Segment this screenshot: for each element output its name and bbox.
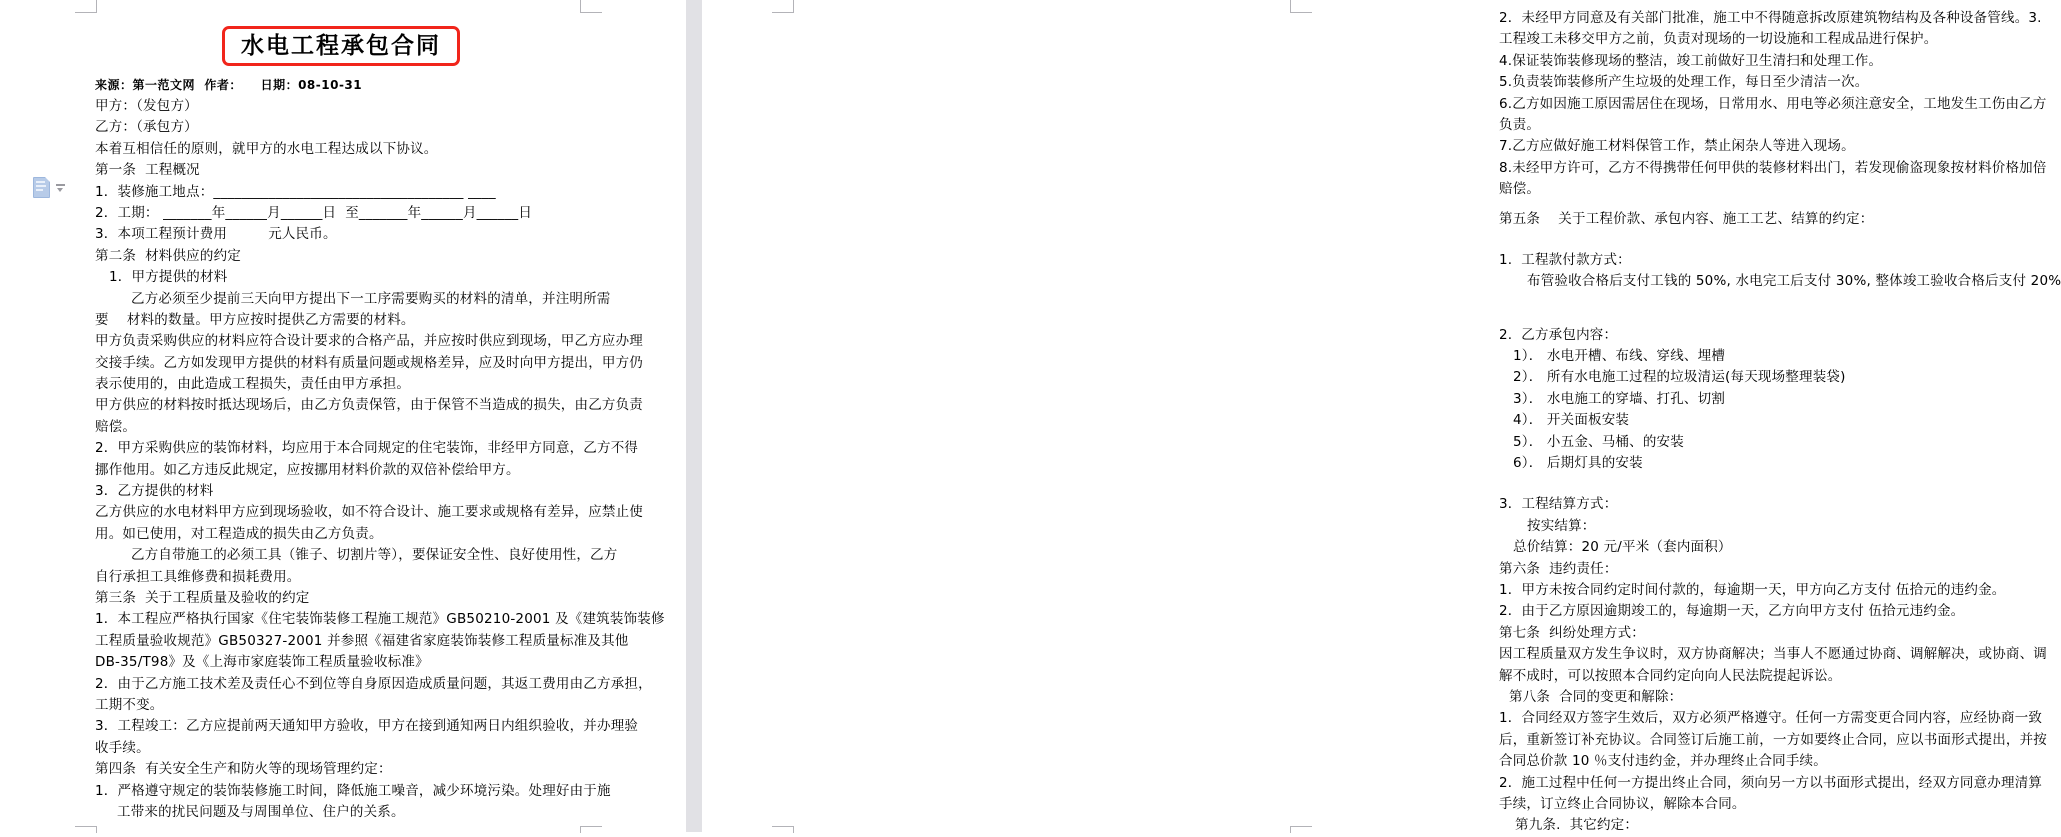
text-line: 第六条 违约责任： bbox=[1499, 560, 1618, 577]
text-line: 甲方负责采购供应的材料应符合设计要求的合格产品，并应按时供应到现场，甲乙方应办理 bbox=[95, 333, 643, 350]
text-line: 7.乙方应做好施工材料保管工作，禁止闲杂人等进入现场。 bbox=[1499, 138, 1855, 155]
text-line: 6）． 后期灯具的安装 bbox=[1513, 455, 1643, 472]
text-line: 布管验收合格后支付工钱的 50%, 水电完工后支付 30%, 整体竣工验收合格后支付 20% bbox=[1527, 273, 2061, 290]
text-line: 乙方必须至少提前三天向甲方提出下一工序需要购买的材料的清单，并注明所需 bbox=[131, 290, 611, 307]
text-line: 1．装修施工地点：____________________________________ ____ bbox=[95, 183, 496, 200]
text-line: 总价结算：20 元/平米（套内面积） bbox=[1513, 539, 1732, 556]
page-fold-corner bbox=[45, 177, 50, 182]
left-page bbox=[0, 0, 686, 832]
text-line: 甲方供应的材料按时抵达现场后，由乙方负责保管，由于保管不当造成的损失，由乙方负责 bbox=[95, 397, 643, 414]
text-line: 第四条 有关安全生产和防火等的现场管理约定： bbox=[95, 761, 392, 778]
text-line: 5.负责装饰装修所产生垃圾的处理工作，每日至少清洁一次。 bbox=[1499, 74, 1869, 91]
text-line: 第七条 纠纷处理方式： bbox=[1499, 624, 1645, 641]
text-line: 第五条 关于工程价款、承包内容、施工工艺、结算的约定： bbox=[1499, 210, 1874, 227]
left-page-text bbox=[95, 96, 665, 823]
paste-icon-line bbox=[36, 185, 46, 187]
crop-mark-top-right-left-page bbox=[580, 0, 602, 13]
text-line: 2）． 所有水电施工过程的垃圾清运(每天现场整理装袋) bbox=[1513, 369, 1846, 386]
crop-mark-top-left-left-page bbox=[75, 0, 97, 13]
text-line: 2．施工过程中任何一方提出终止合同，须向另一方以书面形式提出，经双方同意办理清算 bbox=[1499, 774, 2043, 791]
crop-mark-bottom-right-right-page bbox=[1290, 826, 1312, 833]
text-line: 1．合同经双方签字生效后，双方必须严格遵守。任何一方需变更合同内容，应经协商一致 bbox=[1499, 710, 2043, 727]
text-line: 乙方自带施工的必须工具（锥子、切割片等），要保证安全性、良好使用性，乙方 bbox=[131, 547, 618, 564]
text-line: 2. 乙方承包内容： bbox=[1499, 326, 1618, 343]
paste-icon-line bbox=[36, 189, 43, 191]
text-line: 1）． 水电开槽、布线、穿线、埋槽 bbox=[1513, 348, 1726, 365]
text-line: 3．工程结算方式： bbox=[1499, 496, 1618, 513]
text-line: 2．由于乙方原因逾期竣工的，每逾期一天，乙方向甲方支付 伍拾元违约金。 bbox=[1499, 603, 1965, 620]
text-line: 3．工程竣工：乙方应提前两天通知甲方验收，甲方在接到通知两日内组织验收，并办理验 bbox=[95, 718, 639, 735]
margin-widget[interactable] bbox=[33, 177, 73, 199]
text-line: 1．严格遵守规定的装饰装修施工时间，降低施工噪音，减少环境污染。处理好由于施 bbox=[95, 782, 611, 799]
text-line: 解不成时，可以按照本合同约定向向人民法院提起诉讼。 bbox=[1499, 667, 1842, 684]
text-line: 赔偿。 bbox=[1499, 181, 1541, 198]
text-line: 乙方供应的水电材料甲方应到现场验收，如不符合设计、施工要求或规格有差异，应禁止使 bbox=[95, 504, 643, 521]
page-title: 水电工程承包合同 bbox=[241, 33, 441, 59]
text-line: 工带来的扰民问题及与周围单位、住户的关系。 bbox=[117, 803, 405, 820]
text-line: 因工程质量双方发生争议时，双方协商解决；当事人不愿通过协商、调解解决，或协商、调 bbox=[1499, 646, 2047, 663]
text-line: 收手续。 bbox=[95, 739, 150, 756]
text-line: 2．工期： _______年______月______日 至_______年______月______日 bbox=[95, 204, 533, 221]
text-line: 3．乙方提供的材料 bbox=[95, 483, 214, 500]
crop-mark-top-left-right-page bbox=[772, 0, 794, 13]
source-meta-line: 来源：第一范文网 作者： 日期：08-10-31 bbox=[95, 78, 363, 92]
text-line: 6.乙方如因施工原因需居住在现场，日常用水、用电等必须注意安全，工地发生工伤由乙方 bbox=[1499, 95, 2047, 112]
text-line: 3）． 水电施工的穿墙、打孔、切割 bbox=[1513, 390, 1726, 407]
text-line: 负责。 bbox=[1499, 116, 1541, 133]
text-line: 2．甲方采购供应的装饰材料，均应用于本合同规定的住宅装饰，非经甲方同意，乙方不得 bbox=[95, 440, 639, 457]
text-line: 后，重新签订补充协议。合同签订后施工前，一方如要终止合同，应以书面形式提出，并按 bbox=[1499, 731, 2047, 748]
text-line: 用。如已使用，对工程造成的损失由乙方负责。 bbox=[95, 525, 383, 542]
text-line: 2．由于乙方施工技术差及责任心不到位等自身原因造成质量问题，其返工费用由乙方承担， bbox=[95, 675, 652, 692]
text-line: 按实结算： bbox=[1527, 517, 1596, 534]
text-line: 1．本工程应严格执行国家《住宅装饰装修工程施工规范》GB50210-2001 及《建筑装饰装修 bbox=[95, 611, 665, 628]
text-line: 合同总价款 10 ％支付违约金，并办理终止合同手续。 bbox=[1499, 753, 1827, 770]
text-line: 工程质量验收规范》GB50327-2001 并参照《福建省家庭装饰装修工程质量标准及其他 bbox=[95, 632, 629, 649]
text-line: 甲方：（发包方） bbox=[95, 98, 198, 114]
paste-icon-line bbox=[36, 181, 45, 183]
paste-options-icon[interactable] bbox=[33, 177, 50, 198]
text-line: 第九条. 其它约定： bbox=[1515, 817, 1639, 834]
text-line: 要 材料的数量。甲方应按时提供乙方需要的材料。 bbox=[95, 311, 415, 328]
text-line: 交接手续。乙方如发现甲方提供的材料有质量问题或规格差异，应及时向甲方提出，甲方仍 bbox=[95, 354, 643, 371]
text-line: 工程竣工未移交甲方之前，负责对现场的一切设施和工程成品进行保护。 bbox=[1499, 31, 1938, 48]
text-line: 本着互相信任的原则，就甲方的水电工程达成以下协议。 bbox=[95, 140, 438, 157]
text-line: 1．甲方提供的材料 bbox=[109, 269, 228, 286]
crop-mark-top-right-right-page bbox=[1290, 0, 1312, 13]
text-line: 挪作他用。如乙方违反此规定，应按挪用材料价款的双倍补偿给甲方。 bbox=[95, 461, 520, 478]
right-page-text bbox=[1499, 8, 2061, 837]
text-line: 3．本项工程预计费用 元人民币。 bbox=[95, 226, 337, 243]
text-line: 第三条 关于工程质量及验收的约定 bbox=[95, 589, 310, 606]
title-red-box bbox=[222, 26, 460, 66]
text-line: 自行承担工具维修费和损耗费用。 bbox=[95, 568, 301, 585]
dropdown-arrow-icon[interactable] bbox=[56, 184, 65, 193]
title-container bbox=[95, 26, 587, 66]
text-line: 手续，订立终止合同协议，解除本合同。 bbox=[1499, 795, 1746, 812]
text-line: 表示使用的，由此造成工程损失，责任由甲方承担。 bbox=[95, 376, 411, 393]
text-line: 2．未经甲方同意及有关部门批准，施工中不得随意拆改原建筑物结构及各种设备管线。3. bbox=[1499, 10, 2042, 26]
crop-mark-bottom-left-right-page bbox=[772, 826, 794, 833]
text-line: DB-35/T98》及《上海市家庭装饰工程质量验收标准》 bbox=[95, 654, 429, 671]
text-line: 乙方：（承包方） bbox=[95, 119, 198, 136]
text-line: 1．甲方未按合同约定时间付款的，每逾期一天，甲方向乙方支付 伍拾元的违约金。 bbox=[1499, 581, 2006, 598]
crop-mark-bottom-left-left-page bbox=[75, 826, 97, 833]
text-line: 第八条 合同的变更和解除： bbox=[1509, 688, 1683, 705]
text-line: 5）． 小五金、马桶、的安装 bbox=[1513, 433, 1684, 450]
text-line: 4.保证装饰装修现场的整洁，竣工前做好卫生清扫和处理工作。 bbox=[1499, 52, 1883, 69]
text-line: 1. 工程款付款方式： bbox=[1499, 251, 1631, 268]
right-page bbox=[702, 0, 2061, 834]
text-line: 工期不变。 bbox=[95, 696, 164, 713]
text-line: 第一条 工程概况 bbox=[95, 162, 200, 179]
text-line: 第二条 材料供应的约定 bbox=[95, 247, 241, 264]
text-line: 8.未经甲方许可，乙方不得携带任何甲供的装修材料出门，若发现偷盗现象按材料价格加倍 bbox=[1499, 159, 2047, 176]
page-gap-divider bbox=[686, 0, 702, 832]
text-line: 赔偿。 bbox=[95, 418, 137, 435]
text-line: 4）． 开关面板安装 bbox=[1513, 412, 1630, 429]
crop-mark-bottom-right-left-page bbox=[580, 826, 602, 833]
